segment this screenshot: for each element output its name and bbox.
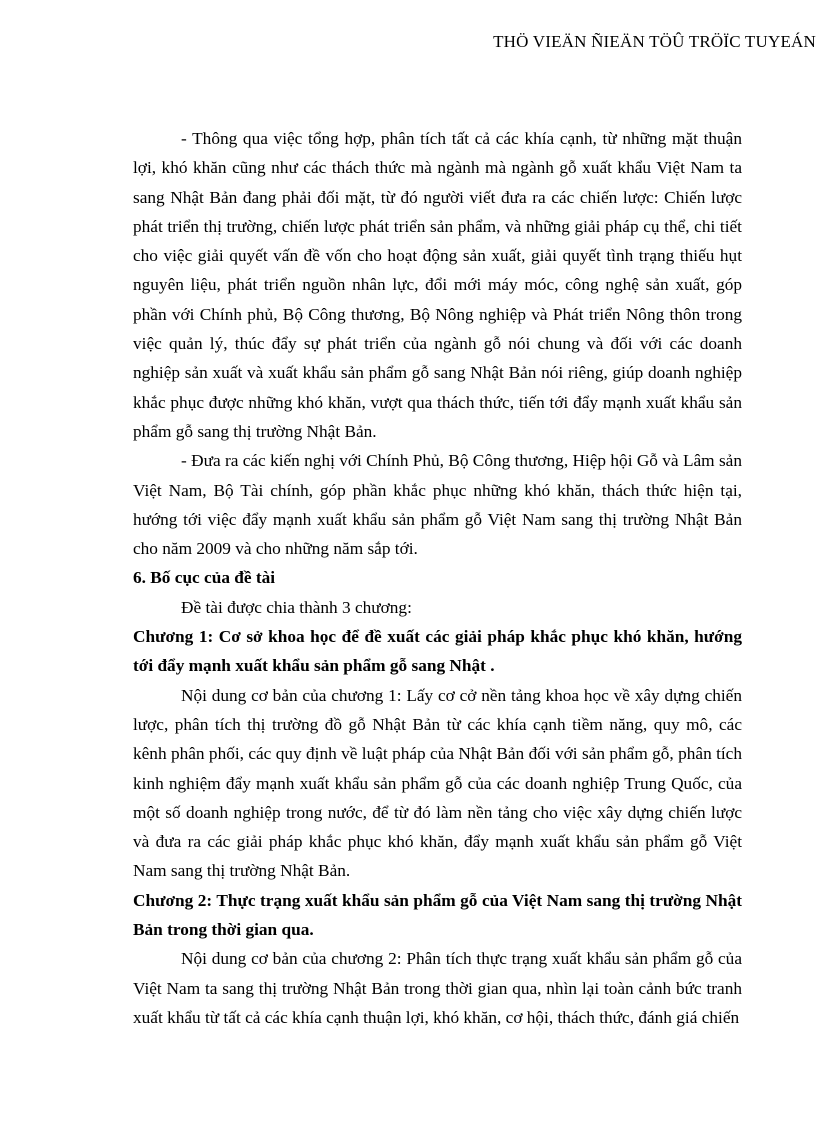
chapter-2-body: Nội dung cơ bản của chương 2: Phân tích thực trạng xuất khẩu sản phẩm gỗ của Việt Nam ta sang thị trường Nhật Bản trong thời gian qua, nhìn lại toàn cảnh bức tranh xuất khẩu từ tất cả các khía cạnh thuận lợi, khó khăn, cơ hội, thách thức, đánh giá chiến [133,949,742,1027]
paragraph-synthesis: - Thông qua việc tổng hợp, phân tích tất cả các khía cạnh, từ những mặt thuận lợi, khó khăn cũng như các thách thức mà ngành mà ngành gỗ xuất khẩu Việt Nam ta sang Nhật Bản đang phải đối mặt, từ đó người viết đưa ra các chiến lược: Chiến lược phát triển thị trường, chiến lược phát triển sản phẩm, và những giải pháp cụ thể, chi tiết cho việc giải quyết vấn đề vốn cho hoạt động sản xuất, giải quyết tình trạng thiếu hụt nguyên liệu, phát triển nguồn nhân lực, đổi mới máy móc, công nghệ sản xuất, góp phần với Chính phủ, Bộ Công thương, Bộ Nông nghiệp và Phát triển Nông thôn trong việc quản lý, thúc đẩy sự phát triển của ngành gỗ nói chung và đối với các doanh nghiệp sản xuất và xuất khẩu sản phẩm gỗ sang Nhật Bản nói riêng, giúp doanh nghiệp khắc phục được những khó khăn, vượt qua thách thức, tiến tới đẩy mạnh xuất khẩu sản phẩm gỗ sang thị trường Nhật Bản. [133,129,742,441]
paragraph-recommendations: - Đưa ra các kiến nghị với Chính Phủ, Bộ Công thương, Hiệp hội Gỗ và Lâm sản Việt Nam, Bộ Tài chính, góp phần khắc phục những khó khăn, thách thức hiện tại, hướng tới việc đẩy mạnh xuất khẩu sản phẩm gỗ Việt Nam sang thị trường Nhật Bản cho năm 2009 và cho những năm sắp tới. [133,451,742,559]
section-6-heading: 6. Bố cục của đề tài [133,568,276,588]
document-body [133,124,742,1032]
section-6-intro: Đề tài được chia thành 3 chương: [181,597,412,617]
chapter-2-heading: Chương 2: Thực trạng xuất khẩu sản phẩm gỗ của Việt Nam sang thị trường Nhật Bản trong thời gian qua. [133,890,742,940]
chapter-1-heading: Chương 1: Cơ sở khoa học để đề xuất các giải pháp khắc phục khó khăn, hướng tới đẩy mạnh xuất khẩu sản phẩm gỗ sang Nhật . [133,627,742,676]
chapter-1-body: Nội dung cơ bản của chương 1: Lấy cơ cở nền tảng khoa học về xây dựng chiến lược, phân tích thị trường đồ gỗ Nhật Bản từ các khía cạnh tiềm năng, quy mô, các kênh phân phối, các quy định về luật pháp của Nhật Bản đối với sản phẩm gỗ, phân tích kinh nghiệm đẩy mạnh xuất khẩu sản phẩm gỗ của các doanh nghiệp Trung Quốc, của một số doanh nghiệp trong nước, để từ đó làm nền tảng cho việc xây dựng chiến lược và đưa ra các giải pháp khắc phục khó khăn, đẩy mạnh xuất khẩu sản phẩm gỗ Việt Nam sang thị trường Nhật Bản. [133,685,742,881]
page-header: THÖ VIEÄN ÑIEÄN TÖÛ TRÖÏC TUYEÁN [493,32,816,51]
